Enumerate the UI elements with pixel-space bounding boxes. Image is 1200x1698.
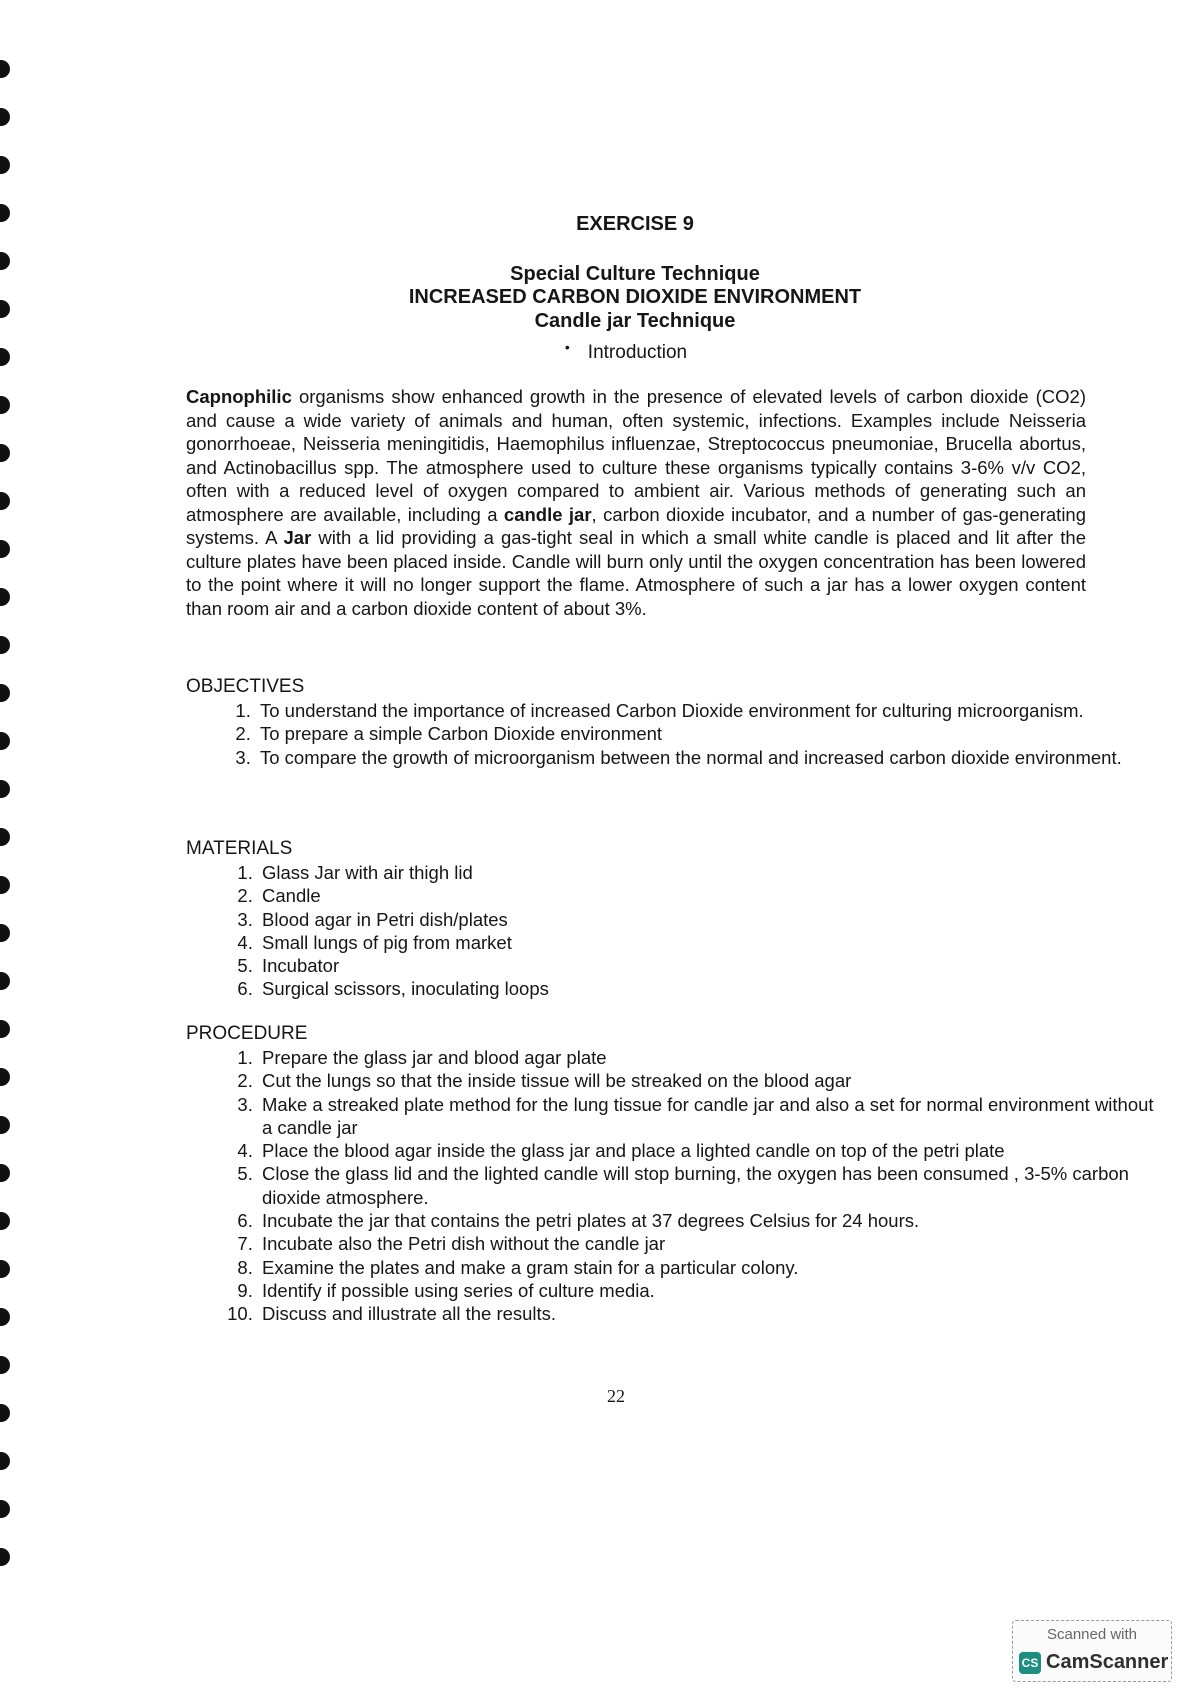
scanned-with-label: Scanned with	[1046, 1626, 1138, 1643]
list-item: 3. Blood agar in Petri dish/plates	[258, 908, 1158, 931]
introduction-label: Introduction	[587, 342, 688, 363]
objectives-title: OBJECTIVES	[186, 676, 305, 697]
introduction-heading	[0, 339, 1200, 364]
exercise-number: EXERCISE 9	[576, 213, 694, 235]
list-item: 2. To prepare a simple Carbon Dioxide environment	[256, 722, 1136, 745]
list-item: 4. Small lungs of pig from market	[258, 931, 1158, 954]
camscanner-logo-icon: CS	[1019, 1652, 1041, 1674]
list-item: 2. Cut the lungs so that the inside tissue will be streaked on the blood agar	[258, 1069, 1158, 1092]
list-item: 8. Examine the plates and make a gram stain for a particular colony.	[258, 1256, 1158, 1279]
list-item: 3. To compare the growth of microorganism between the normal and increased carbon dioxide environment.	[256, 746, 1136, 769]
intro-text-1: organisms show enhanced growth in the presence of elevated levels of carbon dioxide (CO2) and cause a wide variety of animals and human, often systemic, infections. Examples include Neisseria gonorrhoeae, Neisseria meningitidis, Haemophilus influenzae, Streptococcus pneumoniae, Brucella abortus, and Actinobacillus spp. The atmosphere used to culture these organisms typically contains 3-6% v/v CO2, often with a reduced level of oxygen compared to ambient air. Various methods of generating such an atmosphere are available, including a	[186, 386, 1086, 525]
scanner-brand-row	[1019, 1651, 1168, 1674]
scanner-brand-name: CamScanner	[1046, 1651, 1169, 1673]
intro-paragraph	[186, 385, 1086, 620]
procedure-title: PROCEDURE	[186, 1023, 308, 1044]
materials-list	[186, 861, 1158, 1001]
list-item: 10. Discuss and illustrate all the results.	[258, 1302, 1158, 1325]
intro-text-3: with a lid providing a gas-tight seal in which a small white candle is placed and lit after the culture plates have been placed inside. Candle will burn only until the oxygen concentration has been lowered to the point where it will no longer support the flame. Atmosphere of such a jar has a lower oxygen content than room air and a carbon dioxide content of about 3%.	[186, 527, 1086, 619]
materials-title: MATERIALS	[186, 838, 293, 859]
list-item: 7. Incubate also the Petri dish without the candle jar	[258, 1232, 1158, 1255]
scanner-badge	[1012, 1620, 1172, 1682]
term-jar: Jar	[283, 527, 312, 548]
title-line-1: Special Culture Technique	[510, 263, 760, 285]
procedure-list	[186, 1046, 1158, 1326]
list-item: 5. Close the glass lid and the lighted candle will stop burning, the oxygen has been consumed , 3-5% carbon dioxide atmosphere.	[258, 1162, 1158, 1209]
bullet-marker: •	[564, 339, 570, 355]
list-item: 1. Prepare the glass jar and blood agar plate	[258, 1046, 1158, 1069]
title-line-2: INCREASED CARBON DIOXIDE ENVIRONMENT	[408, 286, 862, 308]
objectives-list	[186, 699, 1136, 769]
term-capnophilic: Capnophilic	[186, 386, 292, 407]
list-item: 6. Incubate the jar that contains the petri plates at 37 degrees Celsius for 24 hours.	[258, 1209, 1158, 1232]
list-item: 5. Incubator	[258, 954, 1158, 977]
list-item: 9. Identify if possible using series of culture media.	[258, 1279, 1158, 1302]
term-candle-jar: candle jar	[503, 503, 592, 525]
page-number: 22	[607, 1386, 625, 1406]
list-item: 3. Make a streaked plate method for the lung tissue for candle jar and also a set for normal environment without a candle jar	[258, 1093, 1158, 1140]
list-item: 2. Candle	[258, 884, 1158, 907]
title-line-3: Candle jar Technique	[534, 310, 736, 332]
list-item: 1. Glass Jar with air thigh lid	[258, 861, 1158, 884]
list-item: 1. To understand the importance of increased Carbon Dioxide environment for culturing microorganism.	[256, 699, 1136, 722]
list-item: 4. Place the blood agar inside the glass jar and place a lighted candle on top of the petri plate	[258, 1139, 1158, 1162]
list-item: 6. Surgical scissors, inoculating loops	[258, 977, 1158, 1000]
intro-text-2: , carbon dioxide incubator, and a number of gas-generating systems. A	[186, 503, 1087, 548]
